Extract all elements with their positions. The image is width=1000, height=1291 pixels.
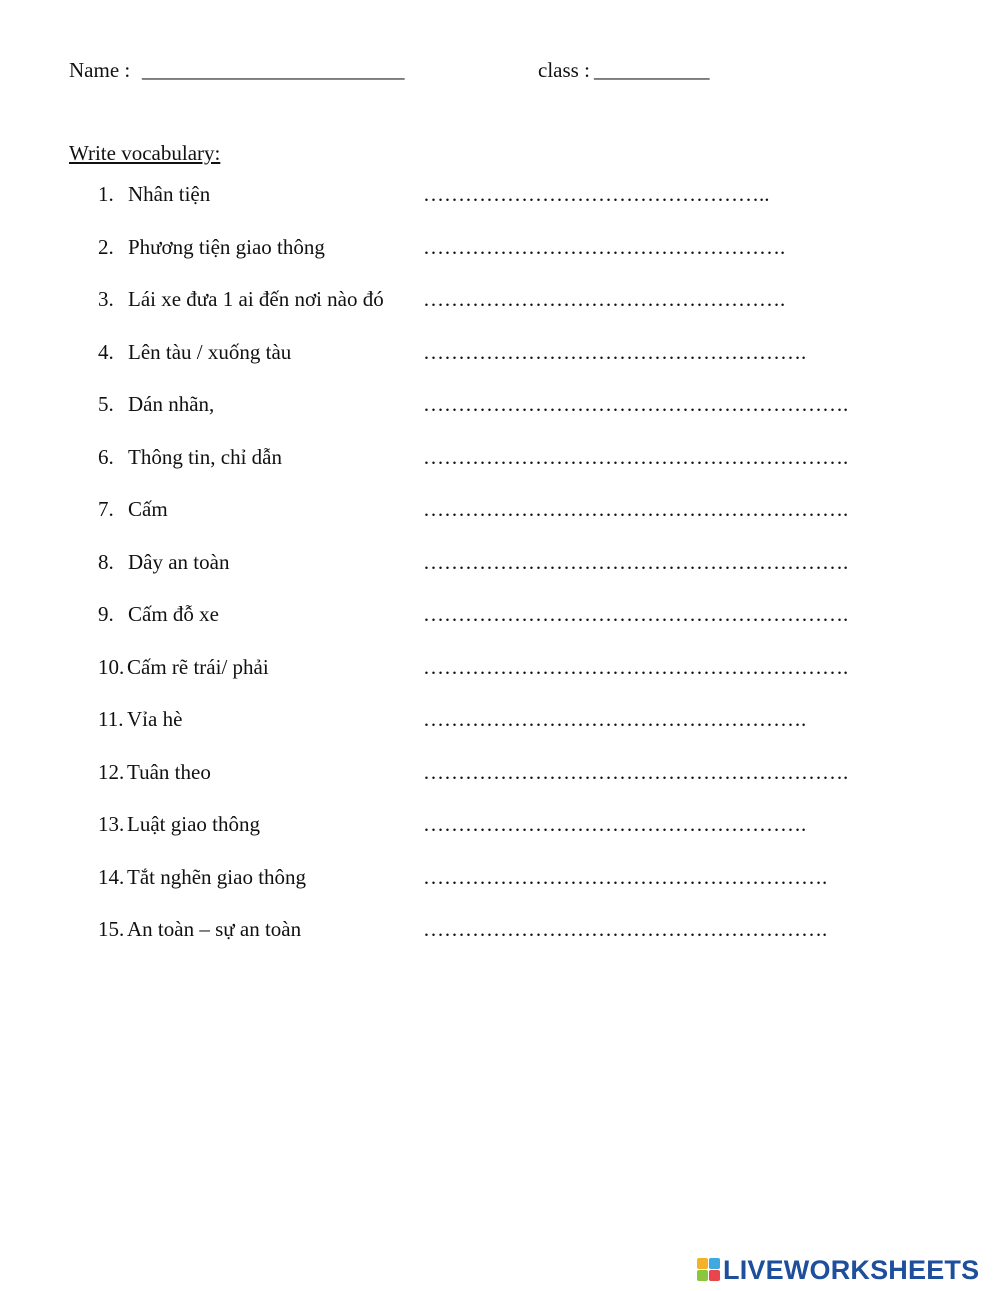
vocab-term: Cấm đỗ xe xyxy=(128,602,219,626)
vocab-number: 9. xyxy=(98,602,114,626)
vocab-term: Tắt nghẽn giao thông xyxy=(127,864,307,889)
vocab-row xyxy=(98,865,928,918)
vocab-answer-blank[interactable]: ……………………………………………. xyxy=(423,287,786,311)
vocab-number: 15. xyxy=(98,917,125,941)
vocab-term: An toàn – sự an toàn xyxy=(127,917,302,941)
vocab-term: Lên tàu / xuống tàu xyxy=(128,339,292,364)
vocab-row xyxy=(98,550,928,603)
vocab-term: Dán nhãn, xyxy=(128,392,215,416)
vocab-row xyxy=(98,340,928,393)
logo-tile xyxy=(709,1258,720,1269)
logo-tile xyxy=(697,1270,708,1281)
vocab-term: Dây an toàn xyxy=(128,549,230,574)
vocab-number: 7. xyxy=(98,497,114,521)
vocab-row xyxy=(98,707,928,760)
liveworksheets-brand xyxy=(697,1255,979,1285)
vocab-answer-blank[interactable]: …………………………………………………. xyxy=(423,917,828,941)
vocab-answer-blank[interactable]: ……………………………………………………. xyxy=(423,392,849,416)
vocab-term: Phương tiện giao thông xyxy=(128,234,325,259)
liveworksheets-logo-icon xyxy=(697,1258,720,1282)
vocab-answer-blank[interactable]: ……………………………………………………. xyxy=(423,654,849,679)
vocab-answer-blank[interactable]: ……………………………………………………. xyxy=(423,759,849,784)
vocabulary-list xyxy=(98,182,928,970)
section-title: Write vocabulary: xyxy=(69,141,221,165)
brand-name: LIVEWORKSHEETS xyxy=(723,1254,980,1285)
vocab-row xyxy=(98,392,928,445)
header-line xyxy=(69,58,769,86)
vocab-answer-blank[interactable]: …………………………………………………. xyxy=(423,864,828,889)
name-input-blank[interactable]: _________________________ xyxy=(142,58,405,82)
vocab-row xyxy=(98,760,928,813)
class-input-blank[interactable]: ___________ xyxy=(594,58,710,82)
vocab-answer-blank[interactable]: ………………………………………………. xyxy=(423,339,807,364)
logo-tile xyxy=(697,1258,708,1269)
vocab-term: Tuân theo xyxy=(127,759,211,784)
vocab-answer-blank[interactable]: ……………………………………………………. xyxy=(423,602,849,626)
vocab-number: 4. xyxy=(98,339,114,364)
vocab-number: 1. xyxy=(98,182,114,206)
name-label: Name : xyxy=(69,58,131,82)
vocab-answer-blank[interactable]: ………………………………………………. xyxy=(423,812,807,836)
vocab-number: 10. xyxy=(98,654,125,679)
vocab-row xyxy=(98,182,928,235)
vocab-term: Cấm xyxy=(128,497,168,521)
vocab-answer-blank[interactable]: ……………………………………………………. xyxy=(423,444,849,469)
vocab-number: 8. xyxy=(98,549,114,574)
vocab-row xyxy=(98,445,928,498)
vocab-term: Cấm rẽ trái/ phải xyxy=(127,654,269,679)
vocab-number: 3. xyxy=(98,287,114,311)
vocab-answer-blank[interactable]: ……………………………………………………. xyxy=(423,549,849,574)
vocab-number: 13. xyxy=(98,812,125,836)
class-label: class : xyxy=(538,58,590,82)
vocab-answer-blank[interactable]: ……………………………………………. xyxy=(423,234,786,259)
vocab-answer-blank[interactable]: ……………………………………………………. xyxy=(423,497,849,521)
vocab-row xyxy=(98,235,928,288)
vocab-term: Luật giao thông xyxy=(127,812,260,836)
vocab-number: 11. xyxy=(98,707,124,731)
vocab-number: 6. xyxy=(98,444,114,469)
vocab-term: Nhân tiện xyxy=(128,182,211,206)
vocab-term: Lái xe đưa 1 ai đến nơi nào đó xyxy=(128,287,384,311)
logo-tile xyxy=(709,1270,720,1281)
vocab-term: Vỉa hè xyxy=(127,707,183,731)
vocab-row xyxy=(98,497,928,550)
vocab-row xyxy=(98,602,928,655)
vocab-number: 5. xyxy=(98,392,114,416)
vocab-number: 14. xyxy=(98,864,125,889)
vocab-row xyxy=(98,917,928,970)
vocab-row xyxy=(98,812,928,865)
vocab-row xyxy=(98,655,928,708)
vocab-answer-blank[interactable]: ………………………………………….. xyxy=(423,182,770,206)
vocab-answer-blank[interactable]: ………………………………………………. xyxy=(423,707,807,731)
vocab-term: Thông tin, chỉ dẫn xyxy=(128,444,282,469)
vocab-number: 12. xyxy=(98,759,125,784)
vocab-number: 2. xyxy=(98,234,114,259)
vocab-row xyxy=(98,287,928,340)
